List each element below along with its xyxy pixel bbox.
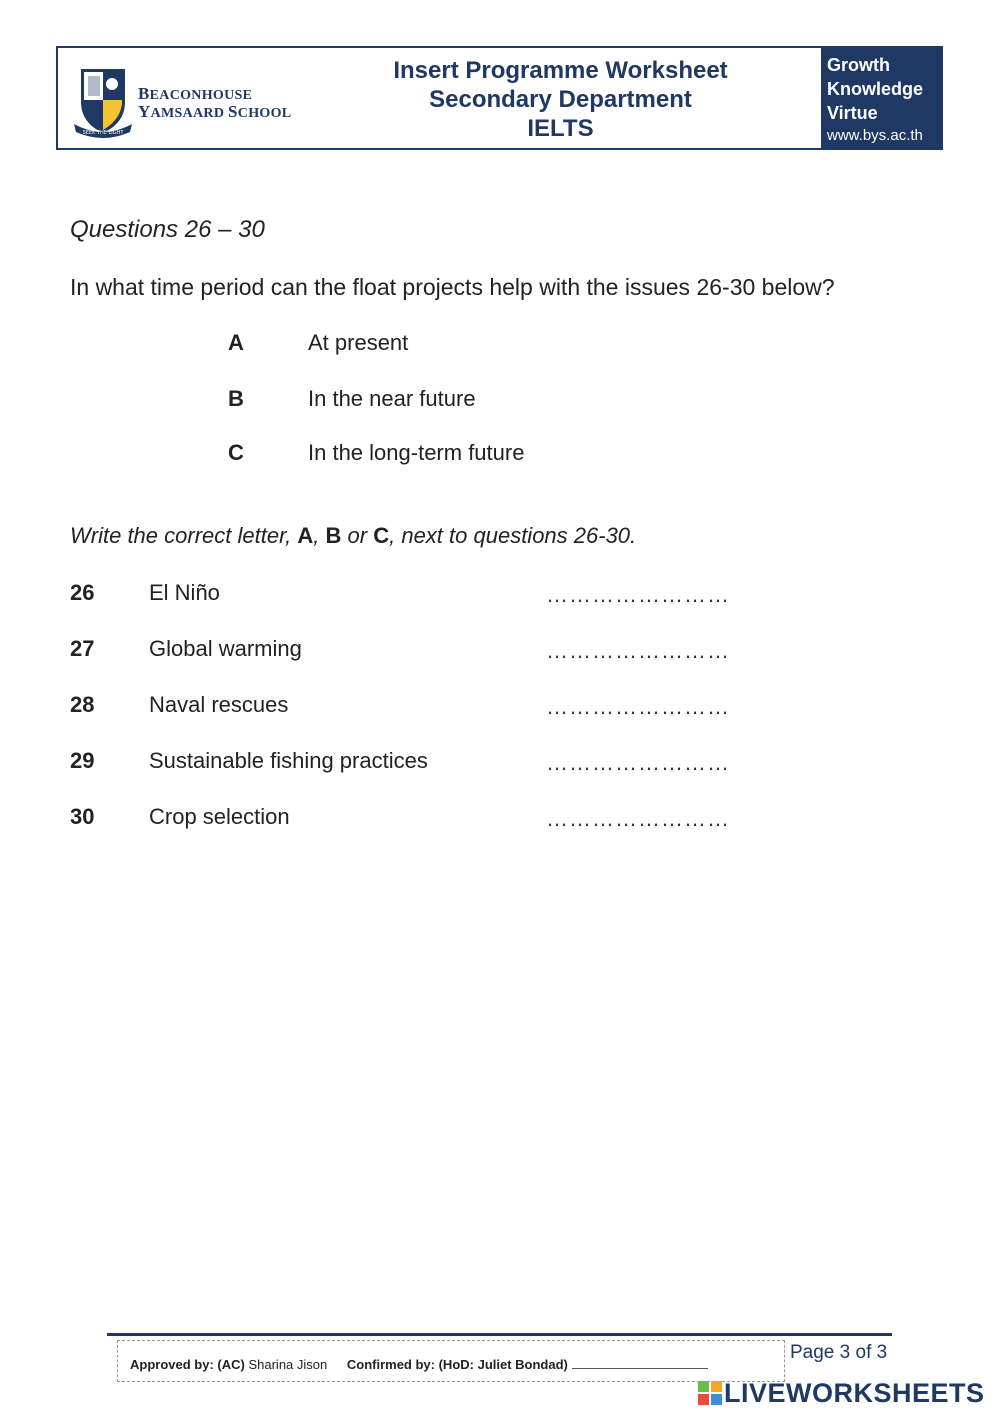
school-crest-logo bbox=[70, 62, 136, 138]
question-text: Sustainable fishing practices bbox=[149, 748, 428, 773]
question-number: 27 bbox=[70, 636, 95, 661]
svg-text:SEEK THE LIGHT: SEEK THE LIGHT bbox=[82, 130, 124, 136]
value-growth: Growth bbox=[827, 55, 890, 75]
write-instruction bbox=[70, 523, 636, 549]
school-name-line1-text: EACONHOUSE bbox=[149, 88, 253, 103]
liveworksheets-logo-icon bbox=[698, 1381, 722, 1405]
approved-label: Approved by: (AC) bbox=[130, 1357, 245, 1372]
answer-blank[interactable]: …………………… bbox=[546, 694, 730, 719]
question-row-27 bbox=[70, 636, 730, 666]
confirmed-label: Confirmed by: (HoD: Juliet Bondad) bbox=[346, 1357, 568, 1372]
option-letter: C bbox=[228, 440, 244, 465]
worksheet-titles bbox=[348, 56, 773, 143]
option-letter: A bbox=[228, 330, 244, 355]
value-virtue: Virtue bbox=[827, 103, 878, 123]
answer-blank[interactable]: …………………… bbox=[546, 582, 730, 607]
signature-line bbox=[572, 1358, 708, 1369]
question-text: El Niño bbox=[149, 580, 220, 605]
question-row-28 bbox=[70, 692, 730, 722]
value-knowledge: Knowledge bbox=[827, 79, 924, 99]
option-c bbox=[228, 440, 524, 466]
write-letter-a: A bbox=[297, 523, 314, 548]
school-name-line1: BEACONHOUSE bbox=[138, 84, 253, 103]
school-name-line2-text-b: CHOOL bbox=[237, 106, 292, 121]
school-values-panel bbox=[821, 48, 941, 148]
write-sep: , bbox=[313, 523, 326, 548]
answer-blank[interactable]: …………………… bbox=[546, 750, 730, 775]
document-header bbox=[56, 46, 943, 150]
school-name-line2-text: AMSAARD bbox=[150, 106, 229, 121]
school-name bbox=[138, 86, 291, 122]
write-instruction-suffix: , next to questions 26-30. bbox=[389, 523, 637, 548]
option-text: At present bbox=[308, 330, 409, 355]
option-a bbox=[228, 330, 408, 356]
footer-divider bbox=[107, 1333, 892, 1336]
question-row-30 bbox=[70, 804, 730, 834]
question-row-26 bbox=[70, 580, 730, 610]
title-line3: IELTS bbox=[527, 115, 594, 142]
write-letter-b: B bbox=[325, 523, 342, 548]
liveworksheets-brand: LIVEWORKSHEETS bbox=[724, 1378, 985, 1408]
option-letter: B bbox=[228, 386, 244, 411]
question-text: Naval rescues bbox=[149, 692, 289, 717]
approved-name: Sharina Jison bbox=[248, 1357, 328, 1372]
question-number: 28 bbox=[70, 692, 95, 717]
write-instruction-prefix: Write the correct letter, bbox=[70, 523, 298, 548]
approval-box bbox=[117, 1340, 785, 1382]
question-number: 29 bbox=[70, 748, 95, 773]
question-instruction: In what time period can the float projects help with the issues 26-30 below? bbox=[70, 274, 835, 300]
title-line2: Secondary Department bbox=[429, 86, 692, 113]
answer-blank[interactable]: …………………… bbox=[546, 806, 730, 831]
school-name-line2: YAMSAARD SCHOOL bbox=[138, 102, 292, 121]
question-row-29 bbox=[70, 748, 730, 778]
page-number: Page 3 of 3 bbox=[790, 1342, 888, 1363]
question-number: 26 bbox=[70, 580, 95, 605]
liveworksheets-watermark bbox=[698, 1378, 985, 1410]
question-number: 30 bbox=[70, 804, 95, 829]
question-text: Crop selection bbox=[149, 804, 290, 829]
title-line1: Insert Programme Worksheet bbox=[393, 57, 728, 84]
option-b bbox=[228, 386, 476, 412]
option-text: In the long-term future bbox=[308, 440, 525, 465]
option-text: In the near future bbox=[308, 386, 476, 411]
school-website: www.bys.ac.th bbox=[827, 127, 923, 144]
questions-heading: Questions 26 – 30 bbox=[70, 216, 265, 243]
write-or: or bbox=[341, 523, 374, 548]
write-letter-c: C bbox=[373, 523, 390, 548]
question-text: Global warming bbox=[149, 636, 302, 661]
answer-blank[interactable]: …………………… bbox=[546, 638, 730, 663]
